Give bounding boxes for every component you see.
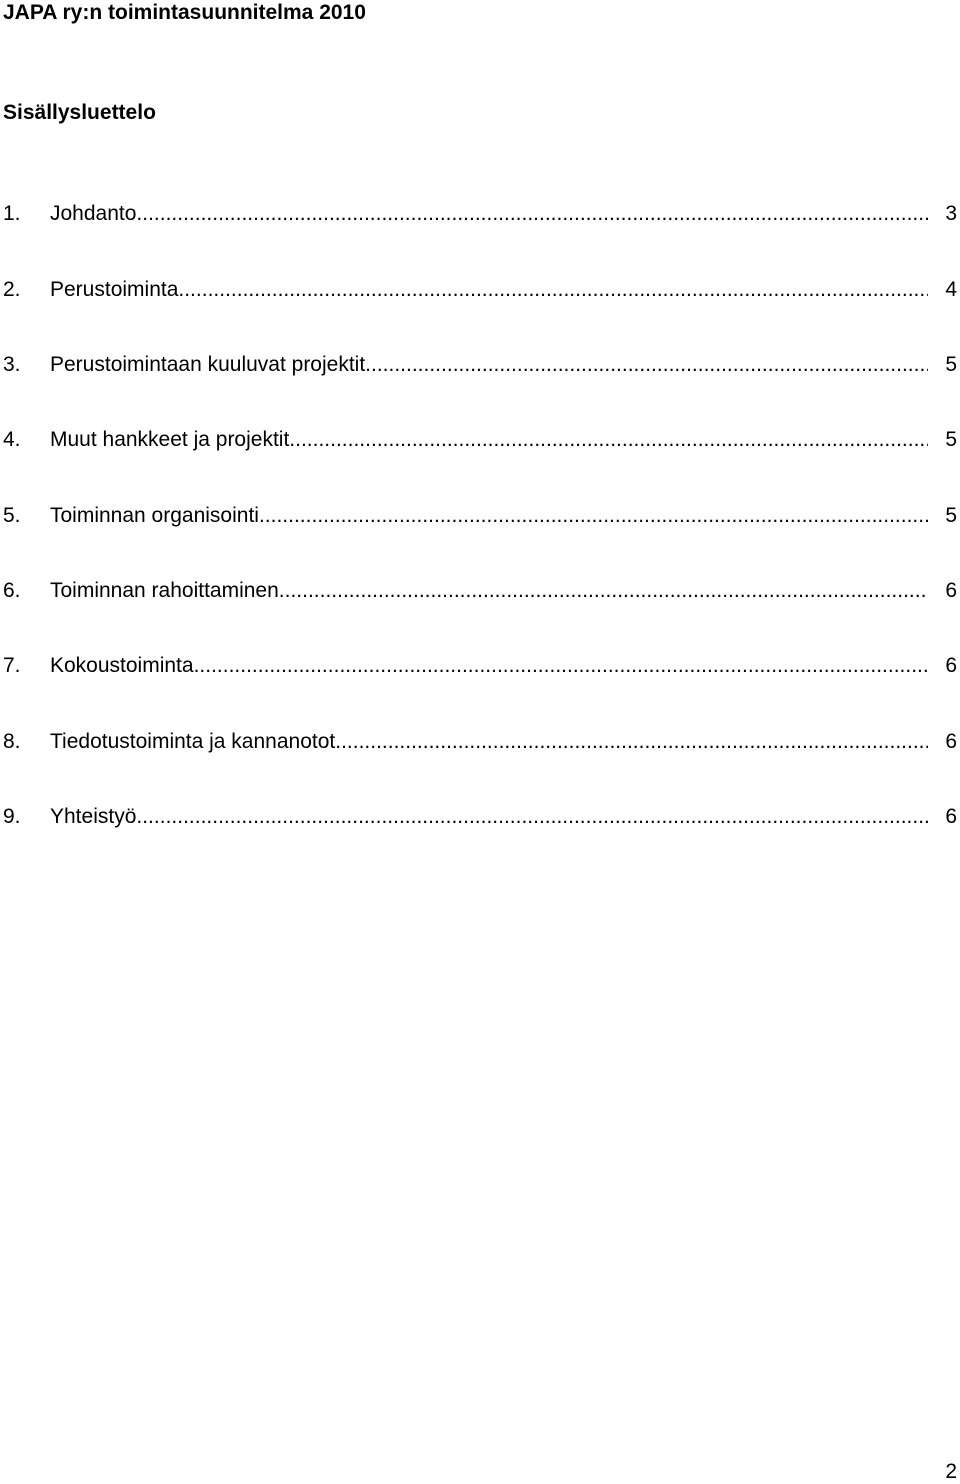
toc-leader-dots: [365, 353, 928, 376]
toc-entry-title: Muut hankkeet ja projektit: [50, 428, 290, 451]
toc-leader-dots: [178, 278, 928, 301]
toc-entry-title: Toiminnan rahoittaminen: [50, 579, 279, 602]
toc-entry-page: 5: [945, 504, 957, 527]
toc-entry-title: Perustoimintaan kuuluvat projektit: [50, 353, 366, 376]
toc-entry[interactable]: [0, 351, 960, 379]
toc-entry-page: 5: [945, 428, 957, 451]
toc-leader-dots: [259, 504, 928, 527]
toc-leader-dots: [335, 730, 928, 753]
page-number: 2: [945, 1460, 957, 1483]
toc-entry[interactable]: [0, 502, 960, 530]
toc-entry-number: 5.: [3, 504, 21, 527]
toc-entry[interactable]: [0, 728, 960, 756]
toc-leader-dots: [136, 805, 928, 828]
toc-entry-title: Tiedotustoiminta ja kannanotot: [50, 730, 336, 753]
toc-entry-page: 4: [945, 278, 957, 301]
toc-entry-page: 5: [945, 353, 957, 376]
toc-leader-dots: [136, 202, 928, 225]
toc-entry-title: Kokoustoiminta: [50, 654, 194, 677]
toc-entry-title: Perustoiminta: [50, 278, 179, 301]
toc-entry-page: 6: [945, 730, 957, 753]
toc-entry[interactable]: [0, 652, 960, 680]
toc-entry[interactable]: [0, 276, 960, 304]
toc-entry-number: 1.: [3, 202, 21, 225]
toc-entry[interactable]: [0, 803, 960, 831]
toc-entry-number: 3.: [3, 353, 21, 376]
toc-entry[interactable]: [0, 200, 960, 228]
toc-entry-number: 2.: [3, 278, 21, 301]
toc-entry-page: 6: [945, 654, 957, 677]
toc-leader-dots: [279, 579, 928, 602]
toc-entry-title: Johdanto: [50, 202, 137, 225]
toc-leader-dots: [289, 428, 928, 451]
toc-heading: Sisällysluettelo: [3, 101, 156, 124]
toc-entry-number: 8.: [3, 730, 21, 753]
toc-entry[interactable]: [0, 426, 960, 454]
toc-entry-number: 4.: [3, 428, 21, 451]
toc-entry-title: Yhteistyö: [50, 805, 137, 828]
toc-entry-number: 6.: [3, 579, 21, 602]
toc-entry-page: 6: [945, 805, 957, 828]
toc-entry-number: 9.: [3, 805, 21, 828]
toc-entry-page: 6: [945, 579, 957, 602]
toc-entry[interactable]: [0, 577, 960, 605]
toc-leader-dots: [194, 654, 928, 677]
toc-entry-title: Toiminnan organisointi: [50, 504, 259, 527]
document-title: JAPA ry:n toimintasuunnitelma 2010: [3, 1, 366, 24]
toc-entry-page: 3: [945, 202, 957, 225]
toc-entry-number: 7.: [3, 654, 21, 677]
